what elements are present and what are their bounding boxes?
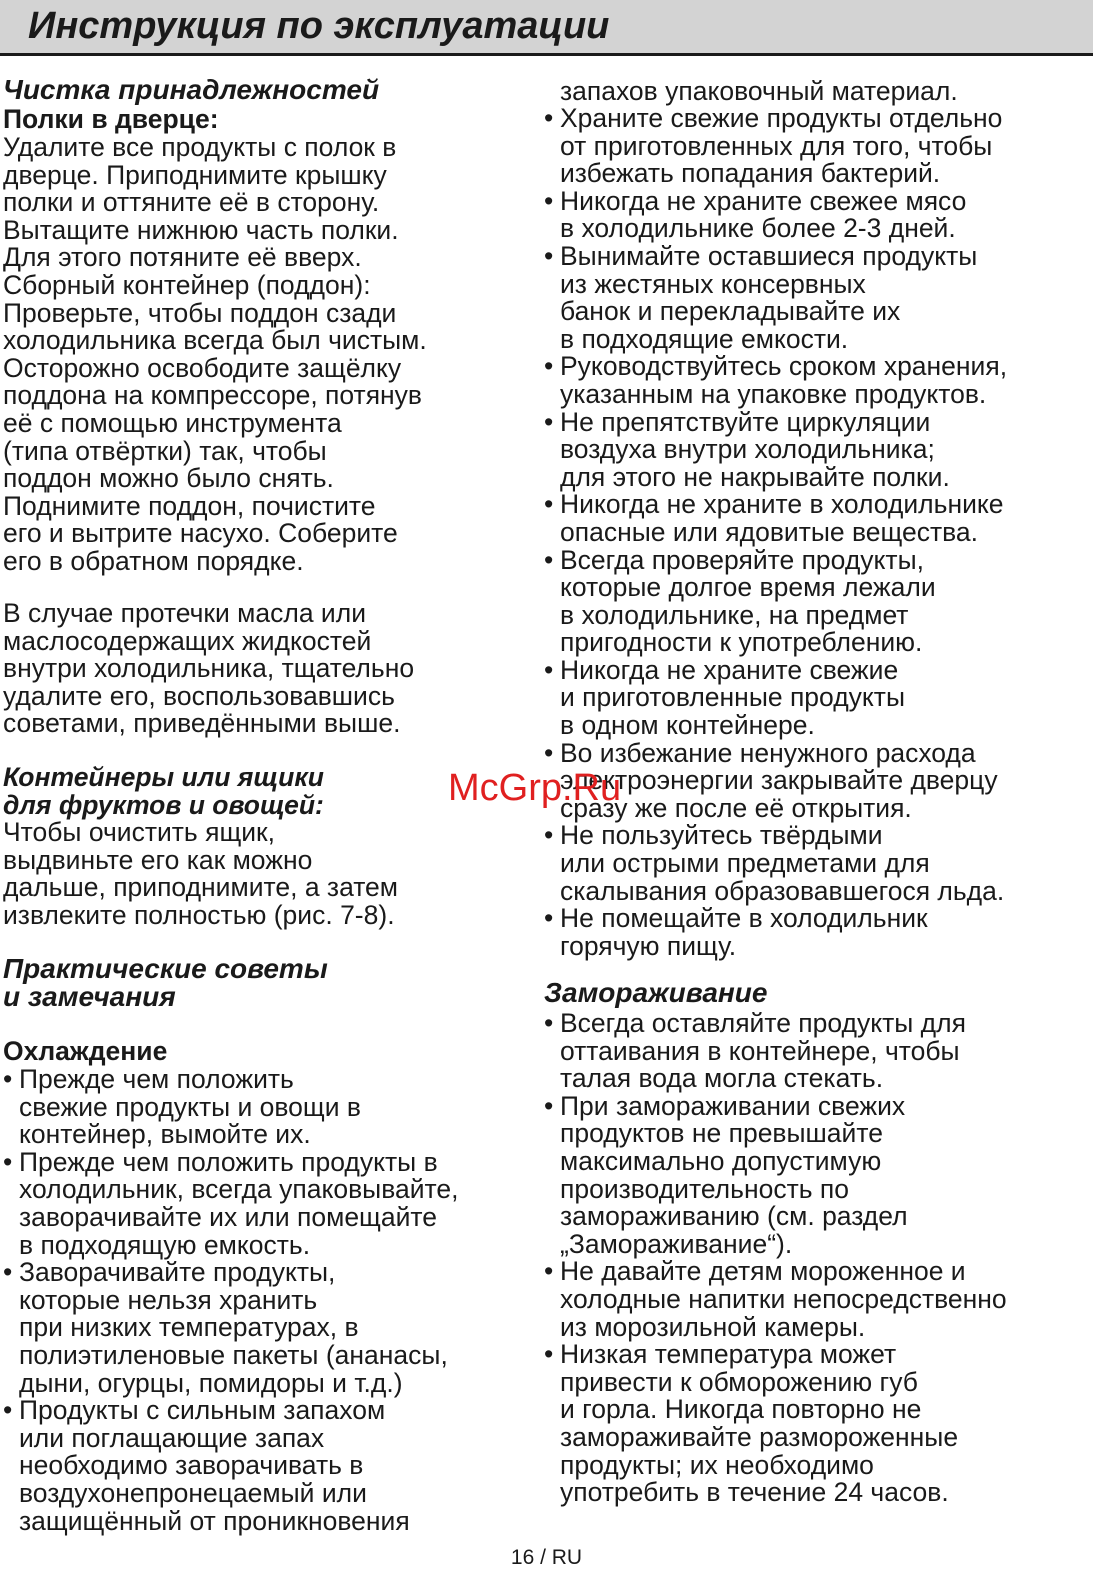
text-line: и замечания: [3, 980, 176, 1012]
text-line: или острыми предметами для: [560, 848, 930, 879]
text-line: свежие продукты и овощи в: [19, 1091, 361, 1122]
section-heading: [544, 979, 767, 1007]
list-item: [544, 491, 1007, 546]
text-line: Поднимите поддон, почистите: [3, 490, 376, 521]
text-line: поддона на компрессоре, потянув: [3, 380, 423, 411]
text-line: холодные напитки непосредственно: [560, 1283, 1007, 1314]
text-line: употребить в течение 24 часов.: [560, 1477, 949, 1508]
section-heading: [3, 955, 328, 1010]
heading-line: Замораживание: [544, 977, 768, 1008]
text-line: из жестяных консервных: [560, 268, 866, 299]
text-line: • Руководствуйтесь сроком хранения,: [544, 351, 1008, 382]
bullet-icon: •: [544, 103, 554, 133]
text-line: Проверьте, чтобы поддон сзади: [3, 297, 397, 328]
list-item: [3, 1066, 458, 1149]
text-line: Вытащите нижнюю часть полки.: [3, 214, 399, 245]
text-line: производительность по: [560, 1173, 849, 1204]
text-line: указанным на упаковке продуктов.: [560, 378, 987, 409]
list-item: [3, 1259, 458, 1397]
text-line: продуктов не превышайте: [560, 1118, 883, 1149]
text-line: банок и перекладывайте их: [560, 296, 901, 327]
text-line: горячую пищу.: [560, 930, 737, 961]
text-line: максимально допустимую: [560, 1145, 882, 1176]
text-line: полиэтиленовые пакеты (ананасы,: [19, 1339, 448, 1370]
list-item: [544, 353, 1007, 408]
text-line: замораживанию (см. раздел: [560, 1201, 908, 1232]
bullet-icon: •: [544, 1008, 554, 1038]
text-line: в подходящие емкости.: [560, 323, 849, 354]
list-item: [544, 185, 1007, 244]
text-line: советами, приведёнными выше.: [3, 708, 401, 739]
text-line: внутри холодильника, тщательно: [3, 653, 415, 684]
bullet-icon: •: [544, 185, 554, 216]
text-line: • Не помещайте в холодильник: [544, 903, 928, 934]
text-line: и приготовленные продукты: [560, 682, 905, 713]
text-line: привести к обморожению губ: [560, 1366, 918, 1397]
list-item: [544, 406, 1007, 492]
text-line: выдвиньте его как можно: [3, 844, 313, 875]
text-line: которые долгое время лежали: [560, 572, 936, 603]
text-line: воздухонепронецаемый или: [19, 1477, 367, 1508]
list-item: [3, 1397, 458, 1535]
list-item: [544, 905, 1007, 960]
list-item: [544, 654, 1007, 741]
text-line: в холодильнике, на предмет: [560, 599, 909, 630]
text-line: • Продукты с сильным запахом: [3, 1395, 386, 1426]
text-line: Чтобы очистить ящик,: [3, 817, 276, 847]
text-line: (типа отвёртки) так, чтобы: [3, 435, 327, 466]
text-line: • Не пользуйтесь твёрдыми: [544, 820, 883, 851]
text-line: необходимо заворачивать в: [19, 1450, 364, 1481]
text-line: • Заворачивайте продукты,: [3, 1257, 336, 1288]
text-line: • Всегда оставляйте продукты для: [544, 1008, 966, 1038]
page-title: Инструкция по эксплуатации: [28, 5, 610, 47]
text-line: защищённый от проникновения: [19, 1505, 410, 1536]
text-line: • При замораживании свежих: [544, 1090, 906, 1121]
text-line: В случае протечки масла или: [3, 598, 366, 628]
bullet-icon: •: [544, 1339, 554, 1370]
text-line: • Не препятствуйте циркуляции: [544, 406, 931, 437]
text-line: в холодильнике более 2-3 дней.: [560, 213, 956, 244]
text-line: опасные или ядовитые вещества.: [560, 516, 979, 547]
text-line: • Никогда не храните свежее мясо: [544, 185, 967, 216]
text-line: её с помощью инструмента: [3, 407, 342, 438]
bullet-icon: •: [544, 1256, 554, 1287]
text-line: холодильник, всегда упаковывайте,: [19, 1174, 459, 1205]
text-line: „Замораживание“).: [560, 1228, 793, 1259]
section-heading: [3, 76, 379, 104]
bullet-icon: •: [3, 1146, 13, 1177]
list-item: [544, 1010, 1007, 1093]
text-line: • Прежде чем положить: [3, 1064, 294, 1094]
text-line: Сборный контейнер (поддон):: [3, 269, 371, 300]
text-line: контейнер, вымойте их.: [19, 1119, 311, 1150]
text-line: Для этого потяните её вверх.: [3, 242, 362, 273]
text-line: Удалите все продукты с полок в: [3, 132, 397, 162]
bullet-icon: •: [3, 1395, 13, 1426]
section-heading: [3, 106, 219, 134]
text-line: его в обратном порядке.: [3, 545, 304, 576]
text-line: извлеките полностью (рис. 7-8).: [3, 899, 395, 930]
list-item: [544, 105, 1007, 188]
bullet-list: [3, 1066, 458, 1535]
text-line: • Низкая температура может: [544, 1339, 897, 1370]
text-line: заворачивайте их или помещайте: [19, 1201, 437, 1232]
text-line: сразу же после её открытия.: [560, 792, 912, 823]
section-heading: [3, 764, 324, 819]
text-line: электроэнергии закрывайте дверцу: [560, 765, 998, 796]
heading-line: Полки в дверце:: [3, 104, 219, 134]
bullet-icon: •: [544, 351, 554, 382]
bullet-icon: •: [544, 544, 554, 575]
text-line: дыни, огурцы, помидоры и т.д.): [19, 1367, 403, 1398]
text-line: • Не давайте детям мороженное и: [544, 1256, 966, 1287]
bullet-icon: •: [544, 489, 554, 520]
bullet-icon: •: [544, 654, 554, 685]
text-line: Контейнеры или ящики: [3, 762, 324, 792]
list-item: [544, 1258, 1007, 1341]
list-item: [544, 1341, 1007, 1507]
text-line: оттаивания в контейнере, чтобы: [560, 1035, 960, 1066]
text-line: воздуха внутри холодильника;: [560, 434, 935, 465]
heading-line: Чистка принадлежностей: [3, 74, 380, 105]
text-line: при низких температурах, в: [19, 1312, 359, 1343]
bullet-list: [544, 105, 1007, 960]
page-number: 16 / RU: [510, 1546, 583, 1569]
text-line: его и вытрите насухо. Соберите: [3, 518, 398, 549]
text-line: • Никогда не храните в холодильнике: [544, 489, 1004, 520]
text-line: • Прежде чем положить продукты в: [3, 1146, 438, 1177]
text-line: дверце. Приподнимите крышку: [3, 159, 387, 190]
paragraph: [544, 78, 958, 106]
text-line: которые нельзя хранить: [19, 1284, 318, 1315]
section-heading: [3, 1038, 167, 1066]
text-line: • Храните свежие продукты отдельно: [544, 103, 1003, 133]
page-header: [0, 0, 1093, 56]
text-line: и горла. Никогда повторно не: [560, 1394, 922, 1425]
bullet-icon: •: [544, 1090, 554, 1121]
bullet-icon: •: [3, 1257, 13, 1288]
bullet-icon: •: [544, 820, 554, 851]
text-line: от приготовленных для того, чтобы: [560, 130, 993, 161]
paragraph: [3, 600, 414, 738]
text-line: избежать попадания бактерий.: [560, 158, 941, 189]
text-line: холодильника всегда был чистым.: [3, 325, 427, 356]
text-line: для этого не накрывайте полки.: [560, 461, 950, 492]
text-line: или поглащающие запах: [19, 1422, 325, 1453]
list-item: [544, 1090, 1007, 1259]
text-line: удалите его, воспользовавшись: [3, 680, 395, 711]
text-line: запахов упаковочный материал.: [560, 76, 958, 106]
bullet-icon: •: [544, 903, 554, 934]
text-line: пригодности к употреблению.: [560, 627, 923, 658]
bullet-icon: •: [544, 737, 554, 768]
paragraph: [3, 134, 427, 576]
text-line: полки и оттяните её в сторону.: [3, 187, 380, 218]
bullet-icon: •: [544, 240, 554, 271]
list-item: [544, 544, 1007, 658]
text-line: в подходящую емкость.: [19, 1229, 311, 1260]
text-line: продукты; их необходимо: [560, 1449, 874, 1480]
text-line: из морозильной камеры.: [560, 1311, 866, 1342]
bullet-icon: •: [3, 1064, 13, 1094]
paragraph: [3, 819, 398, 929]
list-item: [544, 822, 1007, 905]
text-line: Практические советы: [3, 953, 328, 984]
text-line: • Вынимайте оставшиеся продукты: [544, 240, 978, 271]
text-line: талая вода могла стекать.: [560, 1063, 884, 1094]
heading-line: Охлаждение: [3, 1036, 168, 1066]
list-item: [3, 1146, 459, 1260]
bullet-icon: •: [544, 406, 554, 437]
text-line: в одном контейнере.: [560, 710, 815, 741]
text-line: дальше, приподнимите, а затем: [3, 872, 399, 903]
text-line: скалывания образовавшегося льда.: [560, 875, 1005, 906]
text-line: • Во избежание ненужного расхода: [544, 737, 976, 768]
text-line: Осторожно освободите защёлку: [3, 352, 402, 383]
text-line: • Никогда не храните свежие: [544, 654, 899, 685]
bullet-list: [544, 1010, 1007, 1507]
text-line: поддон можно было снять.: [3, 463, 334, 494]
watermark: McGrp.Ru: [448, 767, 622, 809]
text-line: маслосодержащих жидкостей: [3, 625, 372, 656]
text-line: замораживайте размороженные: [560, 1421, 959, 1452]
list-item: [544, 240, 1007, 354]
text-line: для фруктов и овощей:: [3, 789, 324, 820]
text-line: • Всегда проверяйте продукты,: [544, 544, 924, 575]
